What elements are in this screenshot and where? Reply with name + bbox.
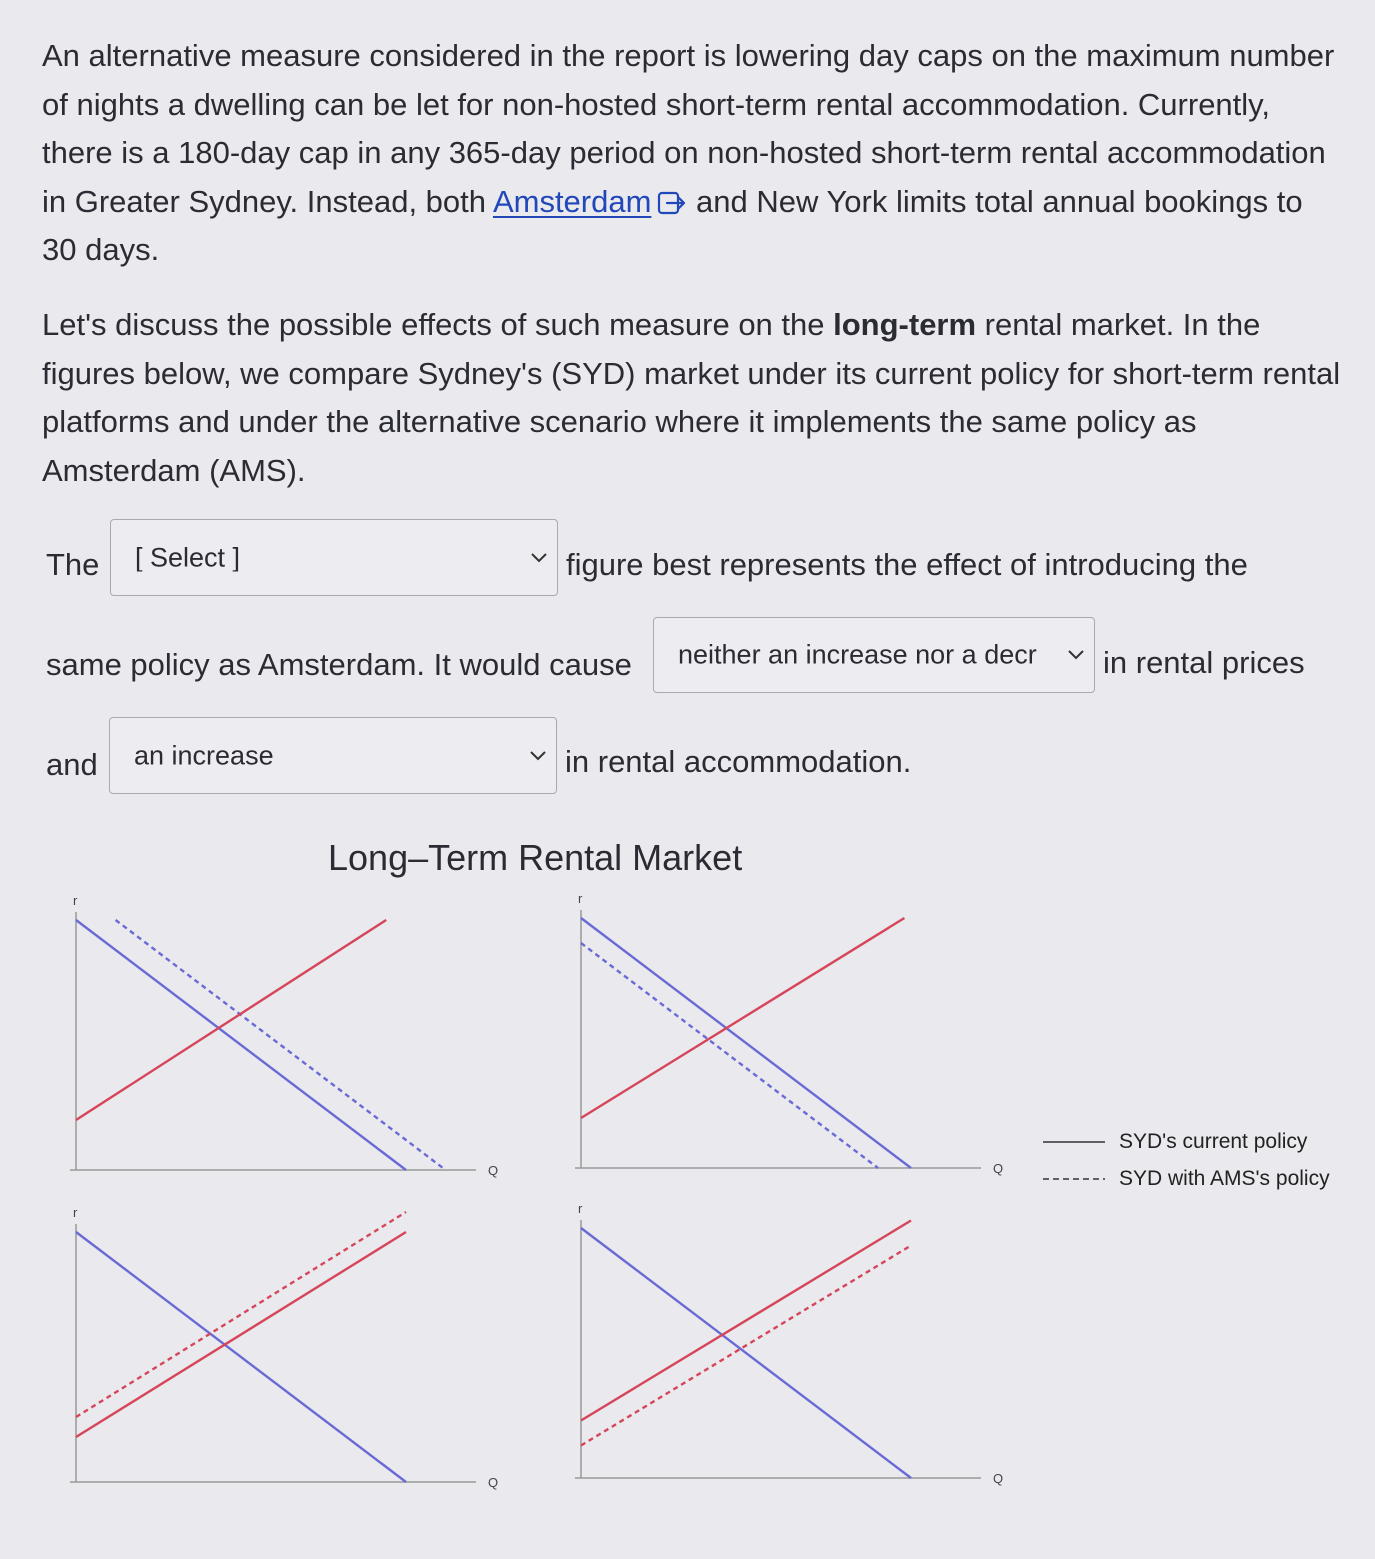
question-text-cause: same policy as Amsterdam. It would cause: [46, 647, 632, 682]
price-effect-dropdown[interactable]: [653, 617, 1095, 693]
intro-text-2a: Let's discuss the possible effects of such measure on the: [42, 307, 834, 342]
x-axis-label: Q: [993, 1471, 1004, 1486]
figure-bottom-right[interactable]: [565, 1198, 1025, 1498]
y-axis-label: r: [73, 893, 78, 908]
chart-title: Long–Term Rental Market: [328, 837, 743, 878]
intro-bold-long-term: long-term: [833, 307, 977, 342]
figure-bottom-left[interactable]: [60, 1202, 520, 1502]
price-effect-value: neither an increase nor a decr: [678, 641, 1037, 669]
x-axis-label: Q: [488, 1163, 499, 1178]
figure-select-dropdown[interactable]: [110, 519, 558, 596]
accommodation-effect-value: an increase: [134, 742, 274, 769]
supply-curve-dashed: [76, 1212, 406, 1417]
demand-curve-solid: [76, 1232, 406, 1482]
demand-curve-solid: [581, 918, 911, 1168]
legend-dashed-swatch: [1043, 1177, 1107, 1181]
demand-curve-solid: [76, 920, 406, 1170]
chevron-down-icon: [528, 749, 548, 763]
supply-curve-dashed: [581, 1246, 911, 1446]
y-axis-label: r: [578, 1201, 583, 1216]
question-text-prices: in rental prices: [1103, 645, 1305, 680]
question-text-and: and: [46, 747, 98, 782]
intro-text-1b: and New York limits total annual bookings to 30 days.: [42, 183, 1303, 267]
intro-paragraph-2: [42, 301, 1342, 495]
question-text-figure: figure best represents the effect of introducing the: [566, 547, 1248, 582]
x-axis-label: Q: [488, 1475, 499, 1490]
accommodation-effect-dropdown[interactable]: [109, 717, 557, 794]
intro-text-1a: An alternative measure considered in the report is lowering day caps on the maximum number of nights a dwelling can be let for non-hosted short-term rental accommodation. Currently, there is a 180-day cap in any 365-day period on non-hosted short-term rental accommodation in Greater Sydney. Instead, both: [42, 38, 1335, 219]
figure-top-right[interactable]: [565, 888, 1025, 1188]
demand-curve-solid: [581, 1228, 911, 1478]
legend-label-ams: SYD with AMS's policy: [1119, 1167, 1330, 1190]
x-axis-label: Q: [993, 1161, 1004, 1176]
external-link-icon[interactable]: [657, 190, 687, 216]
intro-paragraph-1: [42, 32, 1342, 275]
amsterdam-link[interactable]: [493, 184, 651, 219]
amsterdam-link-text[interactable]: Amsterdam: [492, 183, 652, 219]
figure-select-value: [ Select ]: [135, 544, 241, 571]
supply-curve-solid: [581, 918, 904, 1118]
demand-curve-dashed: [581, 943, 878, 1168]
intro-text-2b: rental market. In the figures below, we compare Sydney's (SYD) market under its current policy for short-term rental platforms and under the alternative scenario where it implements the same policy as Amsterdam (AMS).: [42, 307, 1341, 488]
y-axis-label: r: [578, 891, 583, 906]
chevron-down-icon: [1066, 648, 1086, 662]
chevron-down-icon: [529, 551, 549, 565]
question-text-accommodation: in rental accommodation.: [565, 744, 912, 779]
demand-curve-dashed: [116, 920, 446, 1170]
supply-curve-solid: [581, 1221, 911, 1421]
legend-label-current: SYD's current policy: [1119, 1130, 1308, 1153]
figure-top-left[interactable]: [60, 890, 520, 1190]
supply-curve-solid: [76, 1232, 406, 1437]
question-text-the: The: [46, 547, 100, 582]
y-axis-label: r: [73, 1205, 78, 1220]
legend-solid-swatch: [1043, 1140, 1107, 1144]
